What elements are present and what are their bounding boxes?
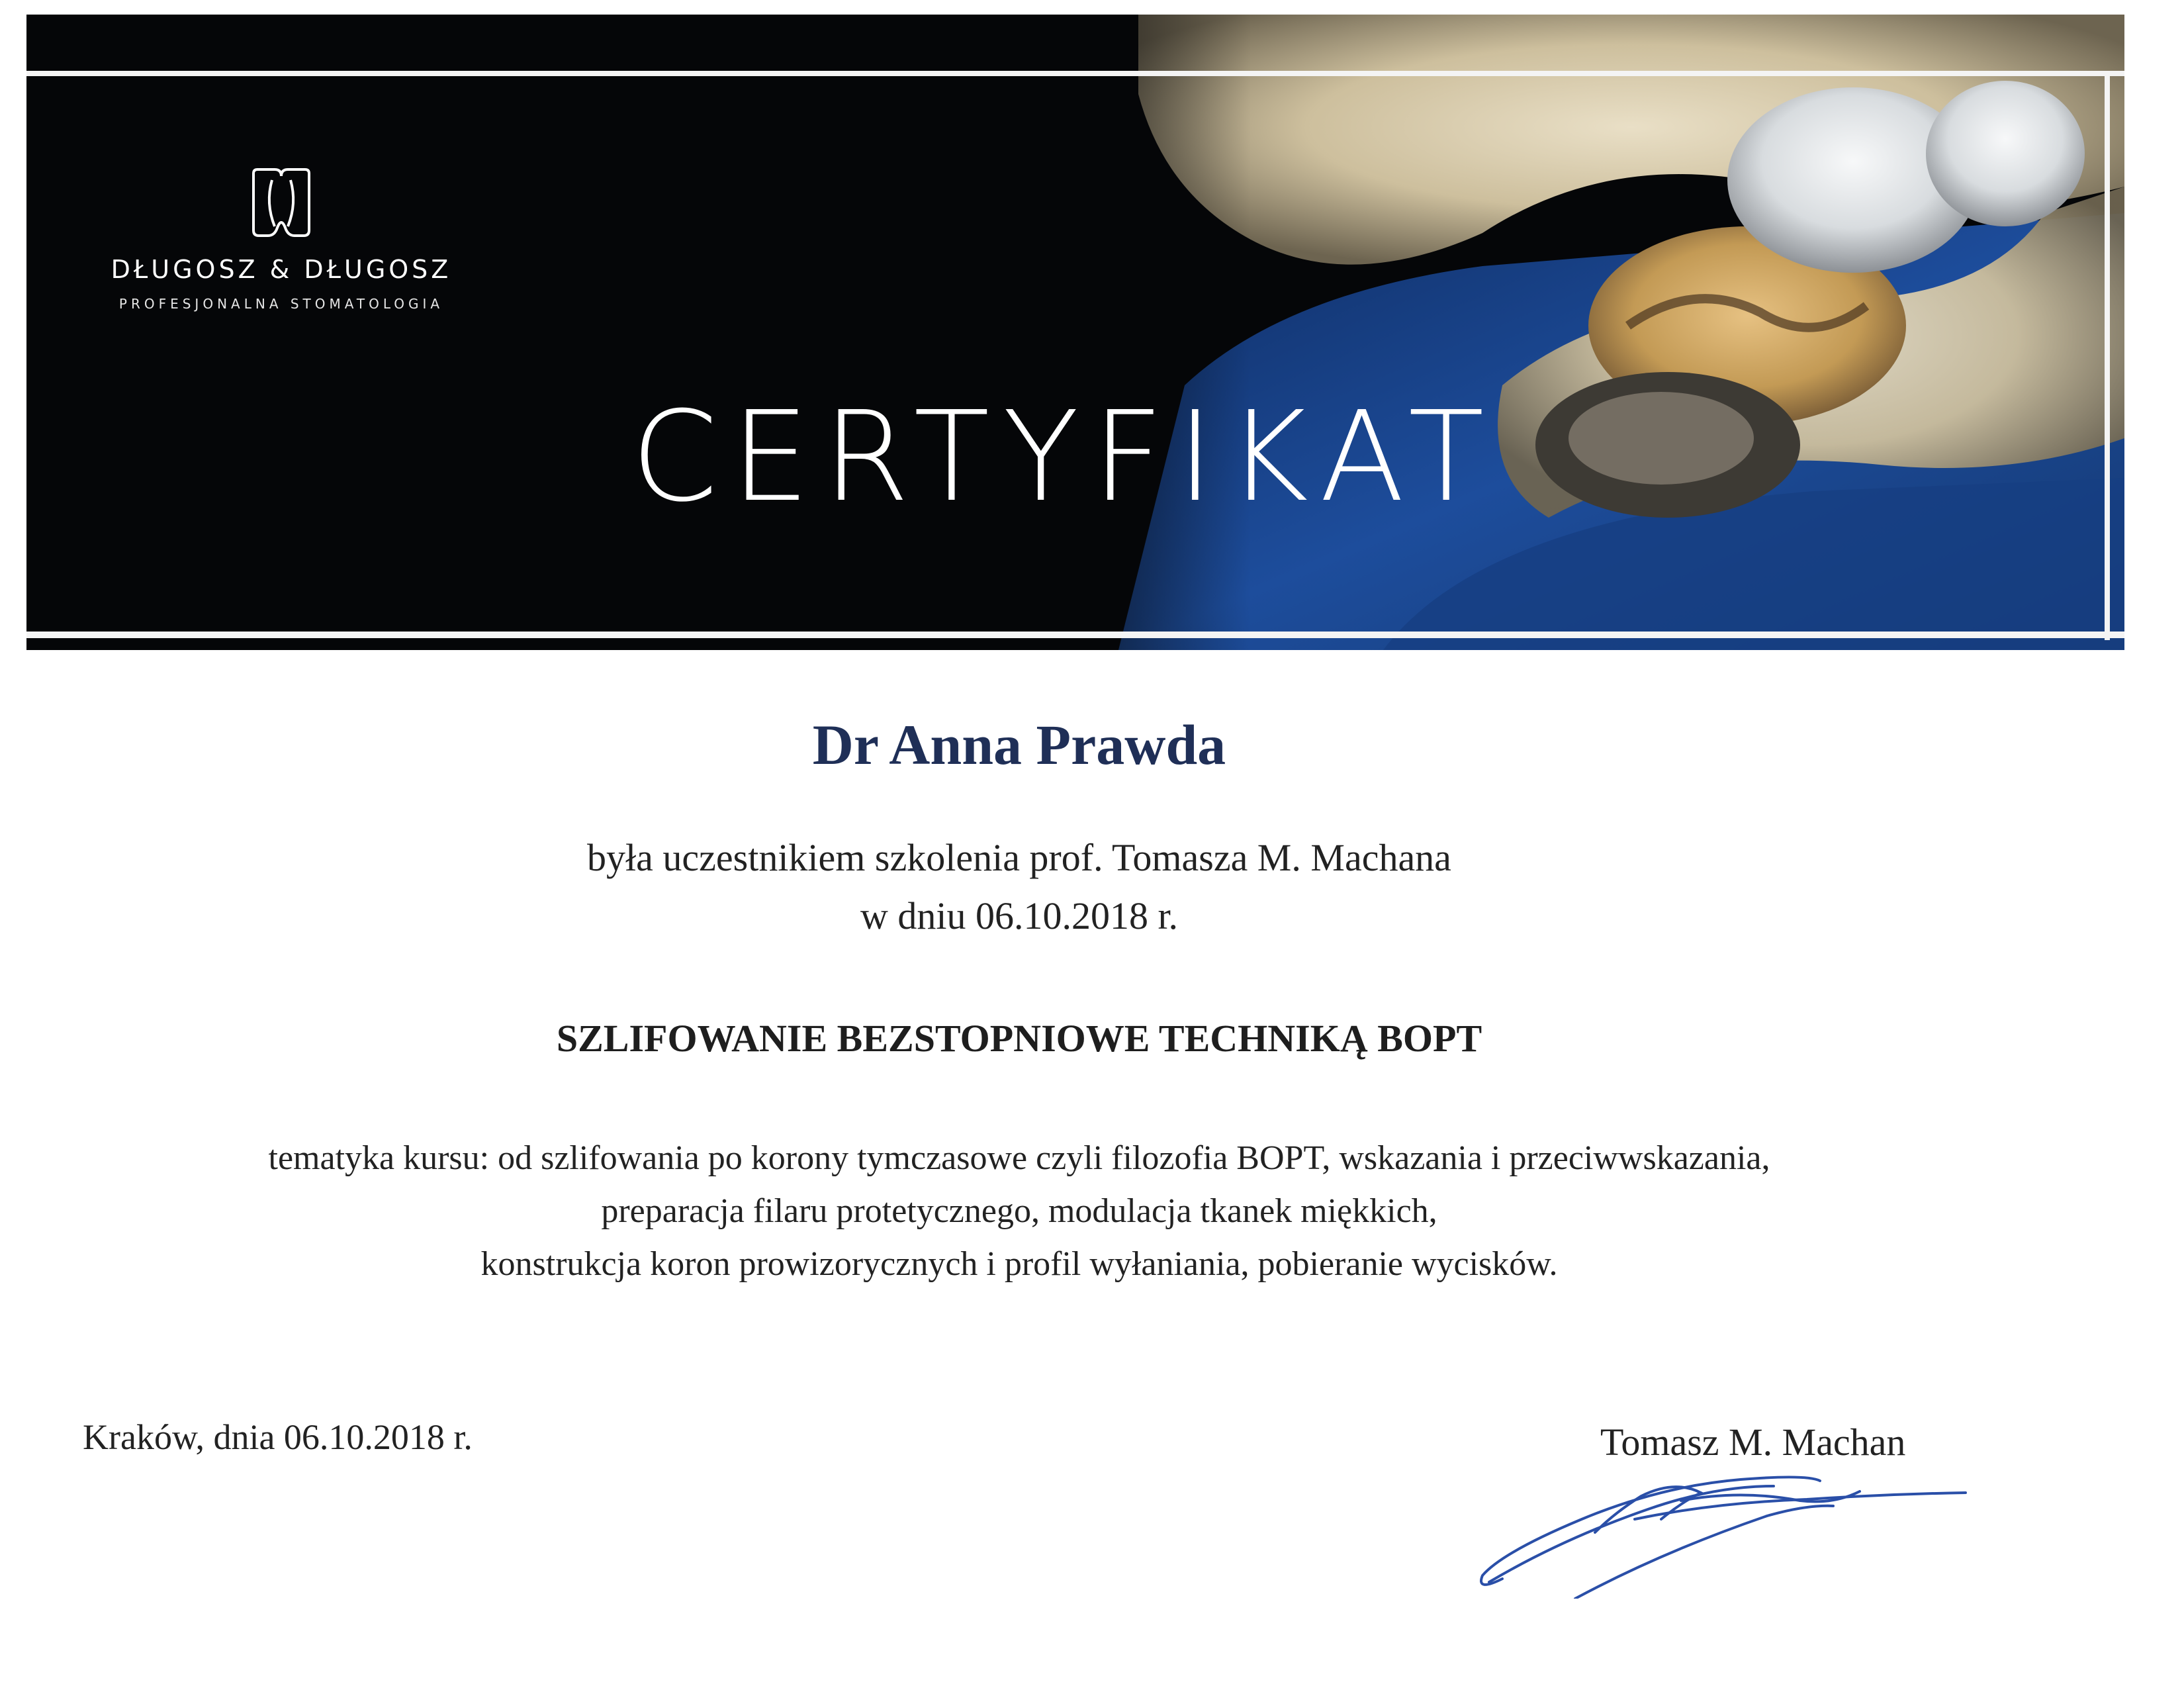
recipient-name: Dr Anna Prawda — [812, 713, 1226, 776]
signer-name: Tomasz M. Machan — [1600, 1421, 1906, 1464]
handwritten-signature — [1463, 1440, 1979, 1599]
training-date-line: w dniu 06.10.2018 r. — [860, 894, 1179, 937]
header-banner — [26, 15, 2124, 650]
frame-right-line — [2105, 71, 2110, 640]
certificate-title: CERTYFIKAT — [631, 385, 1498, 530]
place-and-date: Kraków, dnia 06.10.2018 r. — [83, 1417, 473, 1457]
course-topics-line: preparacja filaru protetycznego, modulacja tkanek miękkich, — [601, 1192, 1437, 1230]
frame-top-line — [26, 71, 2124, 76]
clinic-logo — [63, 147, 500, 326]
dental-model-photo — [26, 15, 2124, 650]
clinic-name: DŁUGOSZ & DŁUGOSZ — [111, 255, 452, 284]
tooth-logo-icon — [248, 167, 314, 240]
course-topics-line: tematyka kursu: od szlifowania po korony tymczasowe czyli filozofia BOPT, wskazania i przeciwwskazania, — [268, 1139, 1770, 1177]
course-title: SZLIFOWANIE BEZSTOPNIOWE TECHNIKĄ BOPT — [556, 1017, 1482, 1060]
course-topics-line: konstrukcja koron prowizorycznych i profil wyłaniania, pobieranie wycisków. — [480, 1245, 1558, 1283]
participation-line: była uczestnikiem szkolenia prof. Tomasza M. Machana — [587, 836, 1451, 879]
clinic-tagline: PROFESJONALNA STOMATOLOGIA — [118, 296, 444, 312]
frame-bottom-line — [26, 632, 2124, 638]
